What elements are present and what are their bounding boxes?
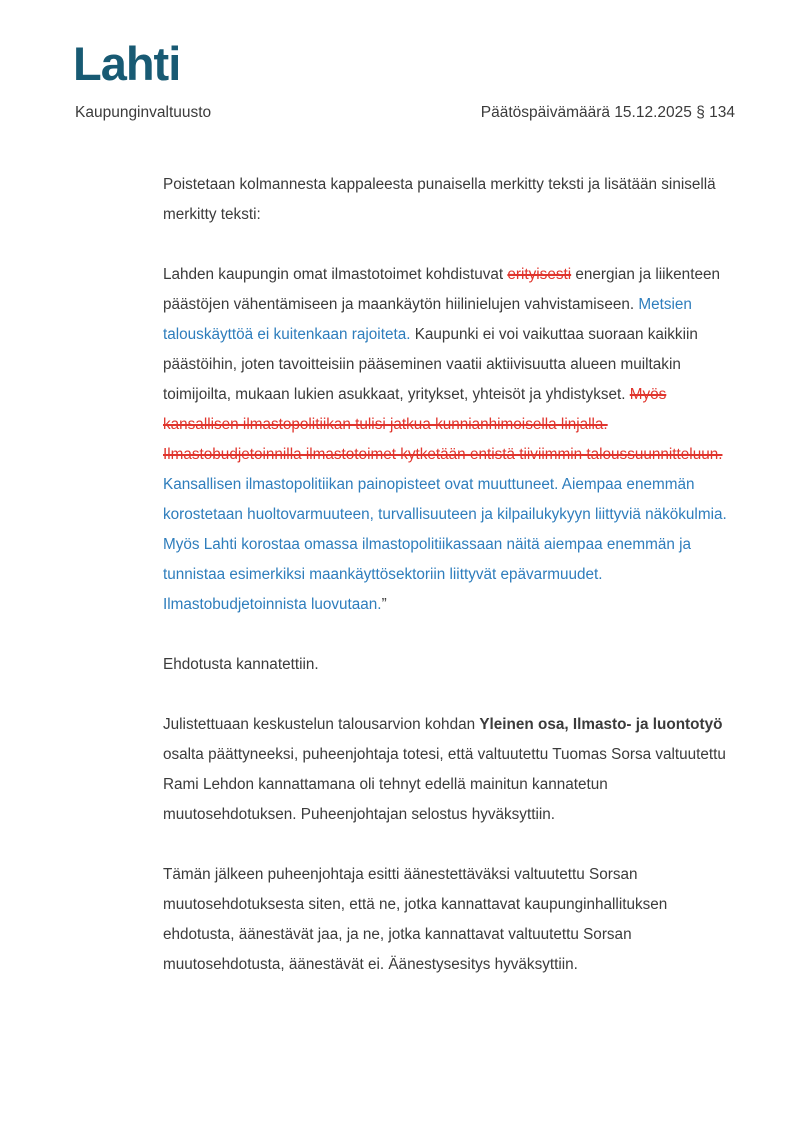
intro-paragraph [163,170,735,230]
lahti-logo: Lahti [73,37,181,90]
support-text: Ehdotusta kannatettiin. [163,656,319,673]
amendment-deleted-text: Myös kansallisen ilmastopolitiikan tulisi jatkua kunnianhimoisella linjalla. Ilmastobudjetoinnilla ilmastotoimet kytketään entistä tiiviimmin taloussuunnitteluun. [163,386,723,463]
amendment-paragraph [163,260,735,620]
amendment-inserted-text: Metsien talouskäyttöä ei kuitenkaan rajoiteta. [163,296,692,343]
declaration-segment: Julistettuaan keskustelun talousarvion kohdan [163,716,480,733]
support-paragraph [163,650,735,680]
document-body [163,170,735,1010]
declaration-segment: osalta päättyneeksi, puheenjohtaja totesi, että valtuutettu Tuomas Sorsa valtuutettu Rami Lehdon kannattamana oli tehnyt edellä mainitun kannatetun muutosehdotuksen. Puheenjohtajan selostus hyväksyttiin. [163,746,726,823]
closing-quote-mark: ” [381,596,387,613]
amendment-inserted-text: Kansallisen ilmastopolitiikan painopisteet ovat muuttuneet. Aiempaa enemmän korostetaan huoltovarmuuteen, turvallisuuteen ja kilpailukykyyn liittyviä näkökulmia. Myös Lahti korostaa omassa ilmastopolitiikassaan näitä aiempaa enemmän ja tunnistaa esimerkiksi maankäyttösektoriin liittyvät epävarmuudet. Ilmastobudjetoinnista luovutaan. [163,476,727,613]
header-decision-date: Päätöspäivämäärä 15.12.2025 § 134 [480,104,735,121]
amendment-deleted-text: erityisesti [507,266,572,283]
amendment-segment: Kaupunki ei voi vaikuttaa suoraan kaikkiin päästöihin, joten tavoitteisiin pääseminen vaatii aktiivisuutta alueen muiltakin toimijoilta, mukaan lukien asukkaat, yritykset, yhteisöt ja yhdistykset. [163,326,698,403]
vote-paragraph [163,860,735,980]
header-org-name: Kaupunginvaltuusto [75,104,212,121]
budget-section-title: Yleinen osa, Ilmasto- ja luontotyö [479,716,723,733]
amendment-segment: Lahden kaupungin omat ilmastotoimet kohdistuvat [163,266,508,283]
document-header [75,103,735,123]
declaration-paragraph [163,710,735,830]
amendment-segment: energian ja liikenteen päästöjen vähentämiseen ja maankäytön hiilinielujen vahvistamiseen. [163,266,720,313]
vote-text: Tämän jälkeen puheenjohtaja esitti äänestettäväksi valtuutettu Sorsan muutosehdotuksesta siten, että ne, jotka kannattavat kaupunginhallituksen ehdotusta, äänestävät jaa, ja ne, jotka kannattavat valtuutettu Sorsan muutosehdotusta, äänestävät ei. Äänestysesitys hyväksyttiin. [163,866,668,973]
intro-text: Poistetaan kolmannesta kappaleesta punaisella merkitty teksti ja lisätään sinisellä merkitty teksti: [163,176,716,223]
